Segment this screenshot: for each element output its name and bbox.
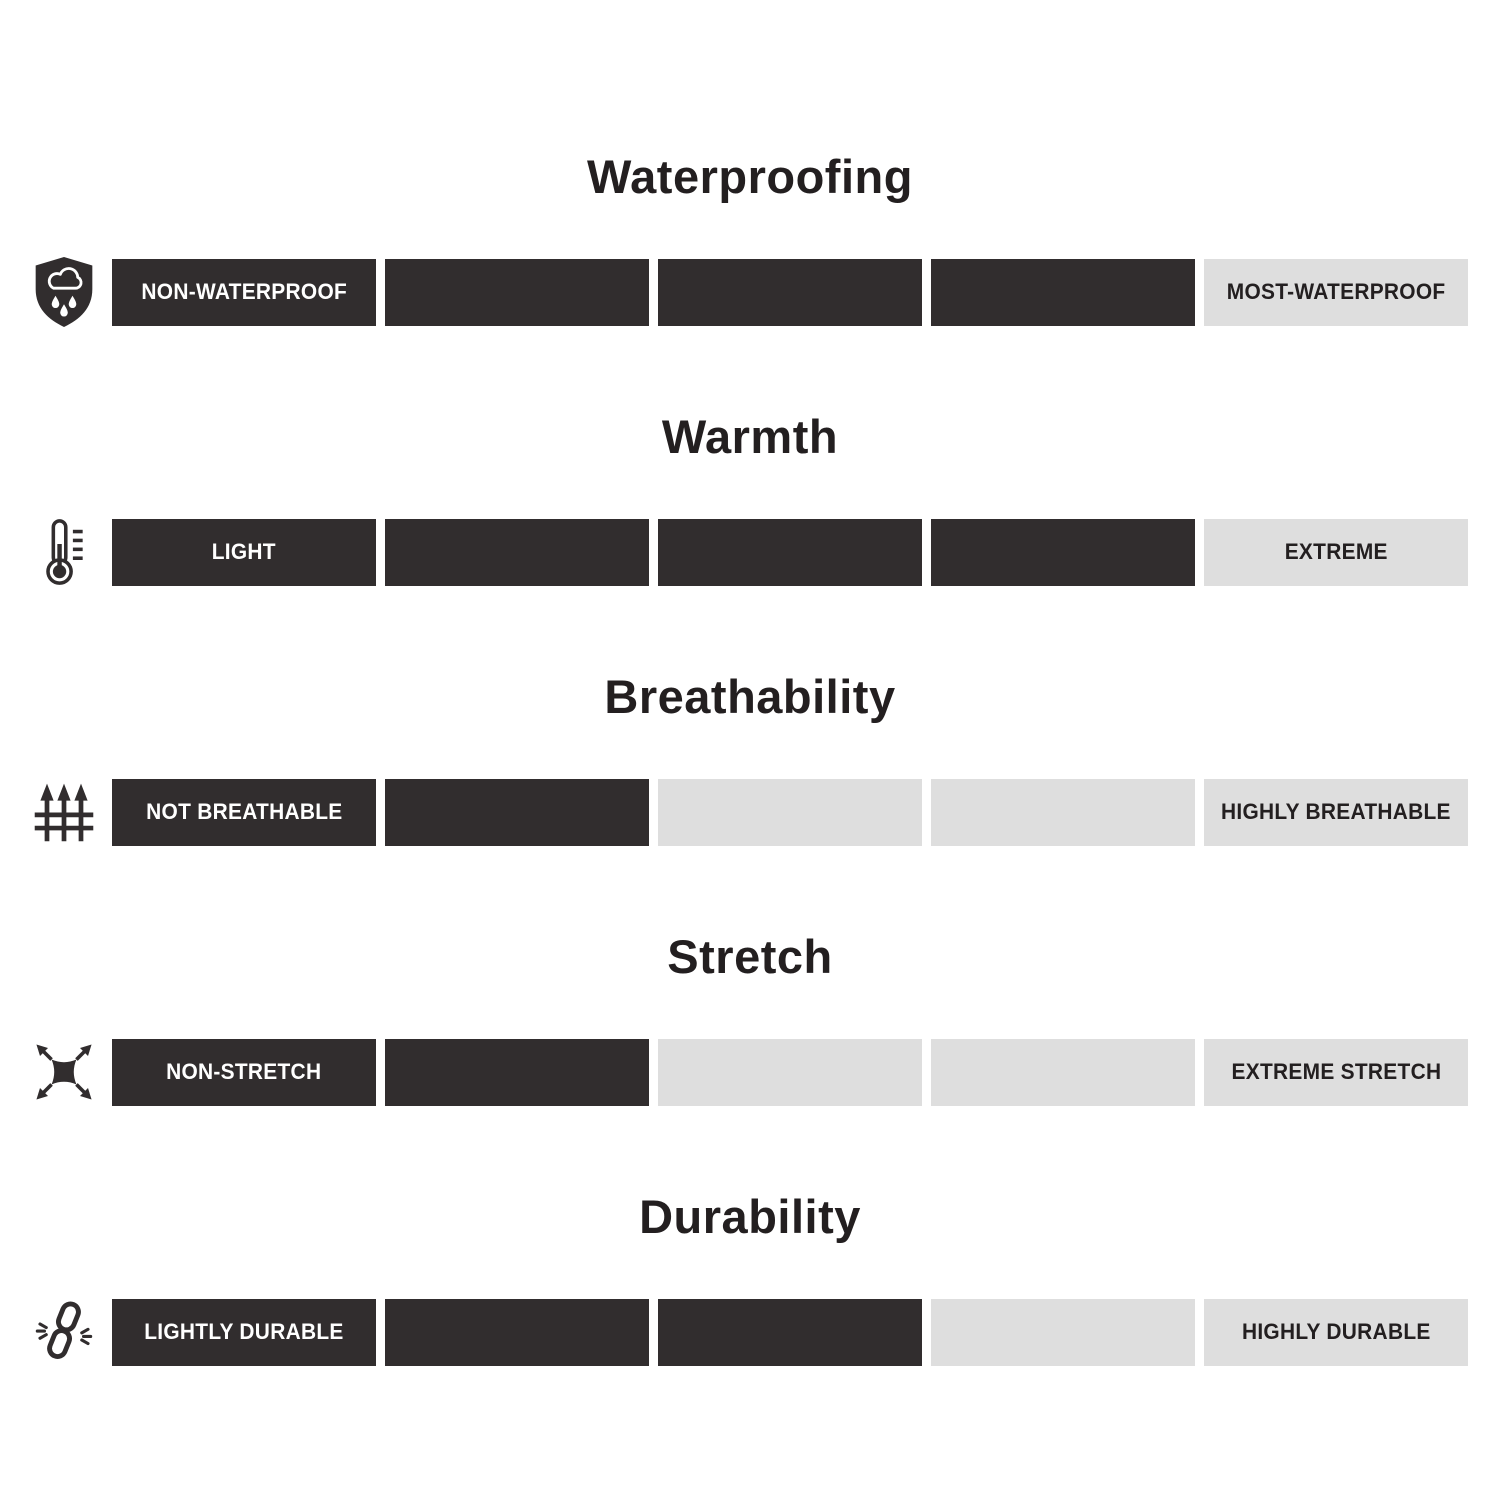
breathability-bar [112, 779, 1468, 846]
durability-segment-5 [1204, 1299, 1468, 1366]
section-title-breathability: Breathability [604, 670, 896, 724]
airflow-icon [26, 774, 102, 850]
durability-min-label: LIGHTLY DURABLE [144, 1319, 344, 1345]
breathability-segment-1 [112, 779, 376, 846]
thermometer-icon [26, 514, 102, 590]
breathability-min-label: NOT BREATHABLE [145, 799, 343, 825]
waterproofing-bar [112, 259, 1468, 326]
stretch-max-label: EXTREME STRETCH [1231, 1059, 1441, 1085]
stretch-segment-2 [385, 1039, 649, 1106]
chain-link-icon [26, 1294, 102, 1370]
warmth-segment-2 [385, 519, 649, 586]
waterproofing-scale-row [26, 254, 1468, 330]
warmth-segment-3 [658, 519, 922, 586]
warmth-bar [112, 519, 1468, 586]
stretch-bar [112, 1039, 1468, 1106]
breathability-segment-5 [1204, 779, 1468, 846]
warmth-max-label: EXTREME [1284, 539, 1388, 565]
warmth-segment-4 [931, 519, 1195, 586]
durability-bar [112, 1299, 1468, 1366]
warmth-segment-1 [112, 519, 376, 586]
durability-segment-3 [658, 1299, 922, 1366]
section-warmth [0, 410, 1500, 590]
warmth-scale-row [26, 514, 1468, 590]
durability-max-label: HIGHLY DURABLE [1241, 1319, 1431, 1345]
waterproofing-max-label: MOST-WATERPROOF [1226, 279, 1446, 305]
stretch-segment-1 [112, 1039, 376, 1106]
stretch-arrows-icon [26, 1034, 102, 1110]
stretch-min-label: NON-STRETCH [166, 1059, 322, 1085]
section-durability [0, 1190, 1500, 1370]
stretch-segment-5 [1204, 1039, 1468, 1106]
section-title-stretch: Stretch [667, 930, 833, 984]
section-title-waterproofing: Waterproofing [587, 150, 913, 203]
breathability-scale-row [26, 774, 1468, 850]
waterproofing-segment-5 [1204, 259, 1468, 326]
breathability-segment-3 [658, 779, 922, 846]
waterproofing-segment-3 [658, 259, 922, 326]
section-waterproofing [0, 150, 1500, 330]
waterproofing-segment-1 [112, 259, 376, 326]
stretch-segment-4 [931, 1039, 1195, 1106]
durability-scale-row [26, 1294, 1468, 1370]
waterproofing-segment-4 [931, 259, 1195, 326]
section-breathability [0, 670, 1500, 850]
stretch-scale-row [26, 1034, 1468, 1110]
shield-rain-icon [26, 254, 102, 330]
breathability-segment-4 [931, 779, 1195, 846]
section-title-durability: Durability [639, 1190, 861, 1244]
warmth-min-label: LIGHT [211, 539, 277, 565]
section-stretch [0, 930, 1500, 1110]
section-title-warmth: Warmth [661, 410, 839, 464]
warmth-segment-5 [1204, 519, 1468, 586]
breathability-segment-2 [385, 779, 649, 846]
stretch-segment-3 [658, 1039, 922, 1106]
waterproofing-segment-2 [385, 259, 649, 326]
durability-segment-2 [385, 1299, 649, 1366]
durability-segment-1 [112, 1299, 376, 1366]
breathability-max-label: HIGHLY BREATHABLE [1221, 799, 1451, 825]
durability-segment-4 [931, 1299, 1195, 1366]
waterproofing-min-label: NON-WATERPROOF [141, 279, 347, 305]
